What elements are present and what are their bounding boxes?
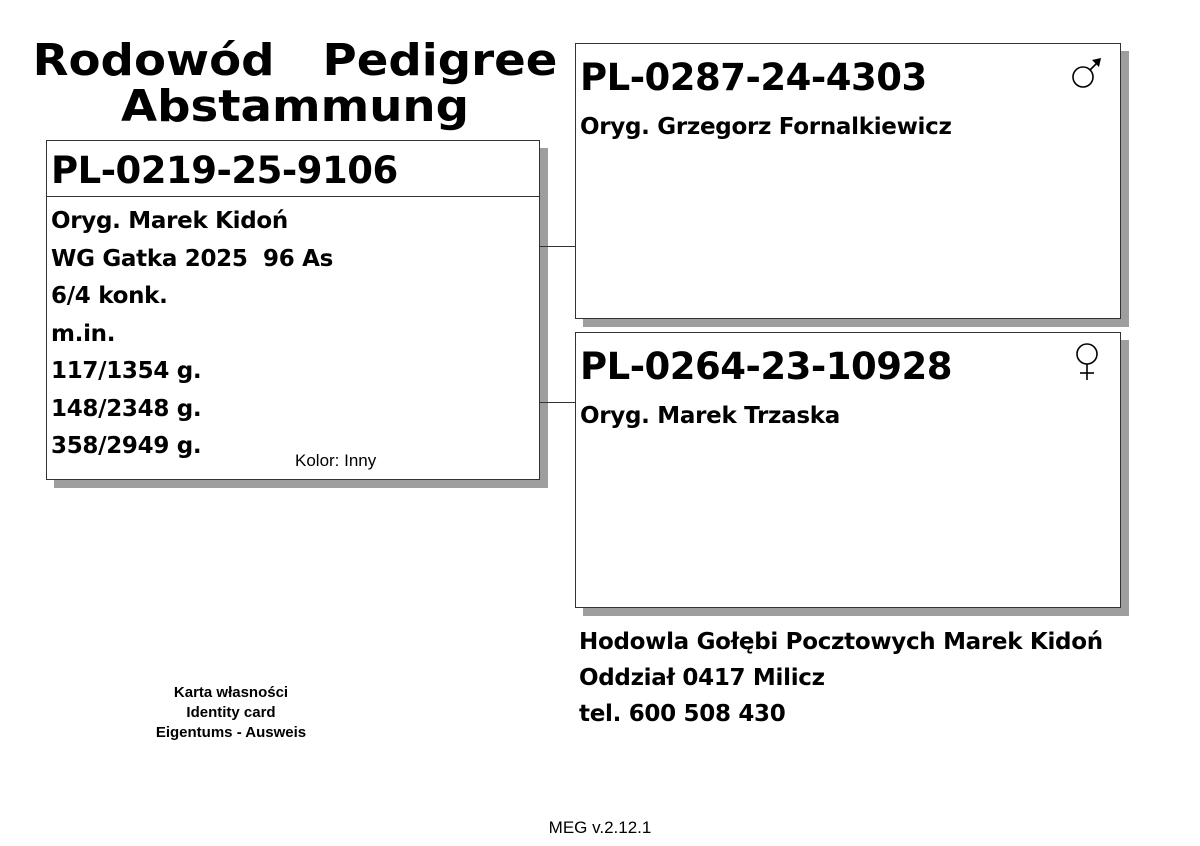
version-label: MEG v.2.12.1 xyxy=(548,818,652,837)
male-symbol-icon xyxy=(1070,52,1104,92)
breeder-name: Hodowla Gołębi Pocztowych Marek Kidoń xyxy=(579,629,1103,655)
detail-line: 6/4 konk. xyxy=(51,283,168,309)
main-pigeon-card xyxy=(46,140,540,480)
pedigree-title xyxy=(32,35,558,132)
sire-breeder: Oryg. Grzegorz Fornalkiewicz xyxy=(580,114,952,140)
main-ring-number: PL-0219-25-9106 xyxy=(47,141,539,197)
breeder-phone: tel. 600 508 430 xyxy=(579,701,786,727)
title-line-2: Abstammung xyxy=(120,81,470,132)
dam-breeder: Oryg. Marek Trzaska xyxy=(580,403,840,429)
color-label: Kolor: Inny xyxy=(295,451,377,470)
breeder-branch: Oddział 0417 Milicz xyxy=(579,665,825,691)
female-symbol-icon xyxy=(1070,341,1104,381)
detail-line: 117/1354 g. xyxy=(51,358,202,384)
connector-line xyxy=(540,246,575,247)
card-label-line: Karta własności xyxy=(173,684,289,701)
title-line-1: Rodowód Pedigree xyxy=(32,35,558,86)
detail-line: WG Gatka 2025 96 As xyxy=(51,245,334,272)
identity-card-label xyxy=(106,683,356,743)
detail-line: m.in. xyxy=(51,320,116,347)
sire-card xyxy=(575,43,1121,319)
main-details xyxy=(47,197,539,466)
sire-ring-number: PL-0287-24-4303 xyxy=(580,56,927,99)
dam-card xyxy=(575,332,1121,608)
card-label-line: Identity card xyxy=(186,704,276,721)
detail-line: 358/2949 g. xyxy=(51,433,202,459)
detail-line: Oryg. Marek Kidoń xyxy=(51,208,288,234)
connector-line xyxy=(540,402,575,403)
detail-line: 148/2348 g. xyxy=(51,395,202,422)
card-label-line: Eigentums - Ausweis xyxy=(155,724,307,741)
dam-ring-number: PL-0264-23-10928 xyxy=(580,345,952,388)
breeder-info xyxy=(579,624,1103,732)
